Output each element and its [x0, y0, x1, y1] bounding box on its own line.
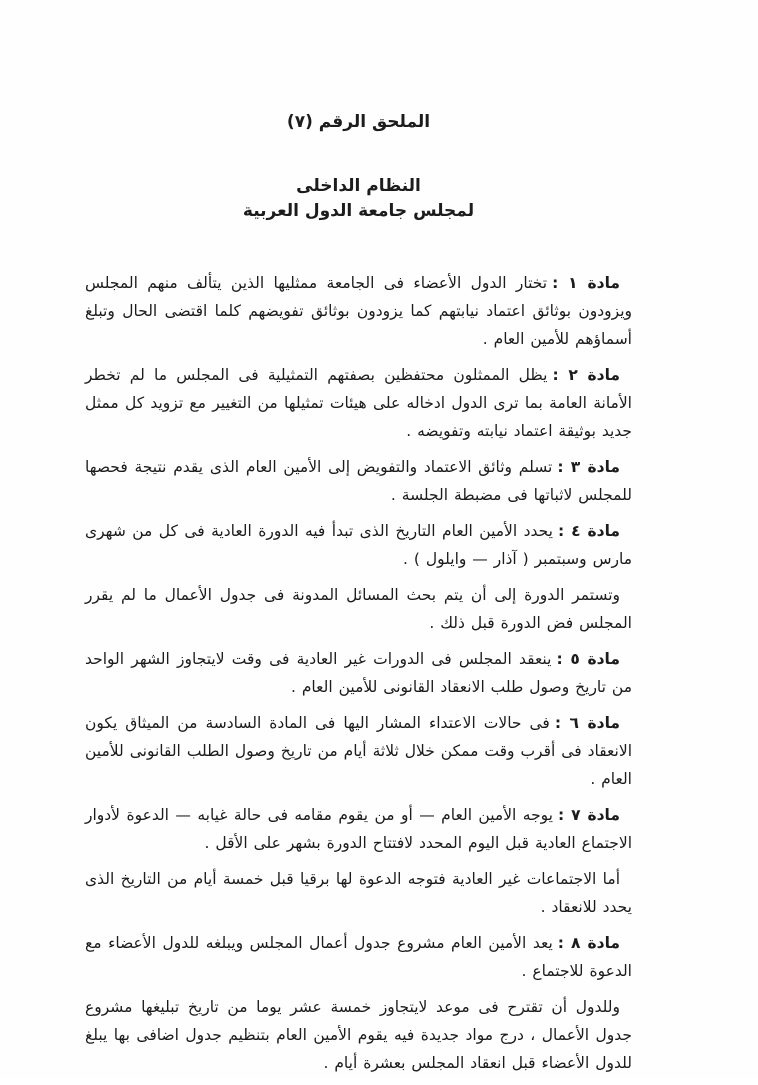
- article-4-continuation-text: وتستمر الدورة إلى أن يتم بحث المسائل المدونة فى جدول الأعمال ما لم يقرر المجلس فض الدورة قبل ذلك .: [85, 586, 632, 632]
- article-8: [85, 929, 632, 985]
- article-1-number-label: مادة ١ :: [552, 274, 620, 292]
- article-4: [85, 517, 632, 573]
- article-8-text: يعد الأمين العام مشروع جدول أعمال المجلس ويبلغه للدول الأعضاء مع الدعوة للاجتماع .: [85, 934, 632, 980]
- article-8-continuation-text: وللدول أن تقترح فى موعد لايتجاوز خمسة عشر يوما من تاريخ تبليغها مشروع جدول الأعمال ، درج مواد جديدة فيه يقوم الأمين العام بتنظيم جدول اضافى بها يبلغ للدول الأعضاء قبل انعقاد المجلس بعشرة أيام .: [85, 998, 632, 1072]
- article-7-number-label: مادة ٧ :: [558, 806, 620, 824]
- article-6-number-label: مادة ٦ :: [555, 714, 620, 732]
- article-4-text: يحدد الأمين العام التاريخ الذى تبدأ فيه الدورة العادية فى كل من شهرى مارس وسبتمبر ( آذار — وايلول ) .: [85, 522, 632, 568]
- article-1-text: تختار الدول الأعضاء فى الجامعة ممثليها الذين يتألف منهم المجلس ويزودون بوثائق اعتماد نيابتهم كما يزودون بوثائق تفويضهم كلما اقتضى الحال وتبلغ أسماؤهم للأمين العام .: [85, 274, 632, 348]
- article-3: [85, 453, 632, 509]
- article-8-number-label: مادة ٨ :: [558, 934, 620, 952]
- article-7: [85, 801, 632, 857]
- article-3-number-label: مادة ٣ :: [557, 458, 620, 476]
- article-5-number-label: مادة ٥ :: [556, 650, 620, 668]
- article-2-text: يظل الممثلون محتفظين بصفتهم التمثيلية فى المجلس ما لم تخطر الأمانة العامة بما ترى الدول ادخاله على هيئات تمثيلها من التغيير مع تزويد كل ممثل جديد بوثيقة اعتماد نيابته وتفويضه .: [85, 366, 632, 440]
- document-subtitle: لمجلس جامعة الدول العربية: [85, 199, 632, 224]
- article-2: [85, 361, 632, 445]
- article-7-text: يوجه الأمين العام — أو من يقوم مقامه فى حالة غيابه — الدعوة لأدوار الاجتماع العادية قبل اليوم المحدد لافتتاح الدورة بشهر على الأقل .: [85, 806, 632, 852]
- article-1: [85, 269, 632, 353]
- article-5-text: ينعقد المجلس فى الدورات غير العادية فى وقت لايتجاوز الشهر الواحد من تاريخ وصول طلب الانعقاد القانونى للأمين العام .: [85, 650, 632, 696]
- article-7-continuation: [85, 865, 632, 921]
- appendix-number-title: الملحق الرقم (٧): [85, 110, 632, 134]
- article-4-number-label: مادة ٤ :: [558, 522, 620, 540]
- article-3-text: تسلم وثائق الاعتماد والتفويض إلى الأمين العام الذى يقدم نتيجة فحصها للمجلس لاثباتها فى مضبطة الجلسة .: [85, 458, 632, 504]
- article-7-continuation-text: أما الاجتماعات غير العادية فتوجه الدعوة لها برقيا قبل خمسة أيام من التاريخ الذى يحدد للانعقاد .: [85, 870, 632, 916]
- document-title: النظام الداخلى: [85, 174, 632, 199]
- articles-body: [85, 269, 632, 1077]
- article-5: [85, 645, 632, 701]
- article-6-text: فى حالات الاعتداء المشار اليها فى المادة السادسة من الميثاق يكون الانعقاد فى أقرب وقت ممكن خلال ثلاثة أيام من تاريخ وصول الطلب القانونى للأمين العام .: [85, 714, 632, 788]
- article-8-continuation: [85, 993, 632, 1077]
- page-content: [85, 0, 632, 1085]
- article-2-number-label: مادة ٢ :: [552, 366, 620, 384]
- article-6: [85, 709, 632, 793]
- article-4-continuation: [85, 581, 632, 637]
